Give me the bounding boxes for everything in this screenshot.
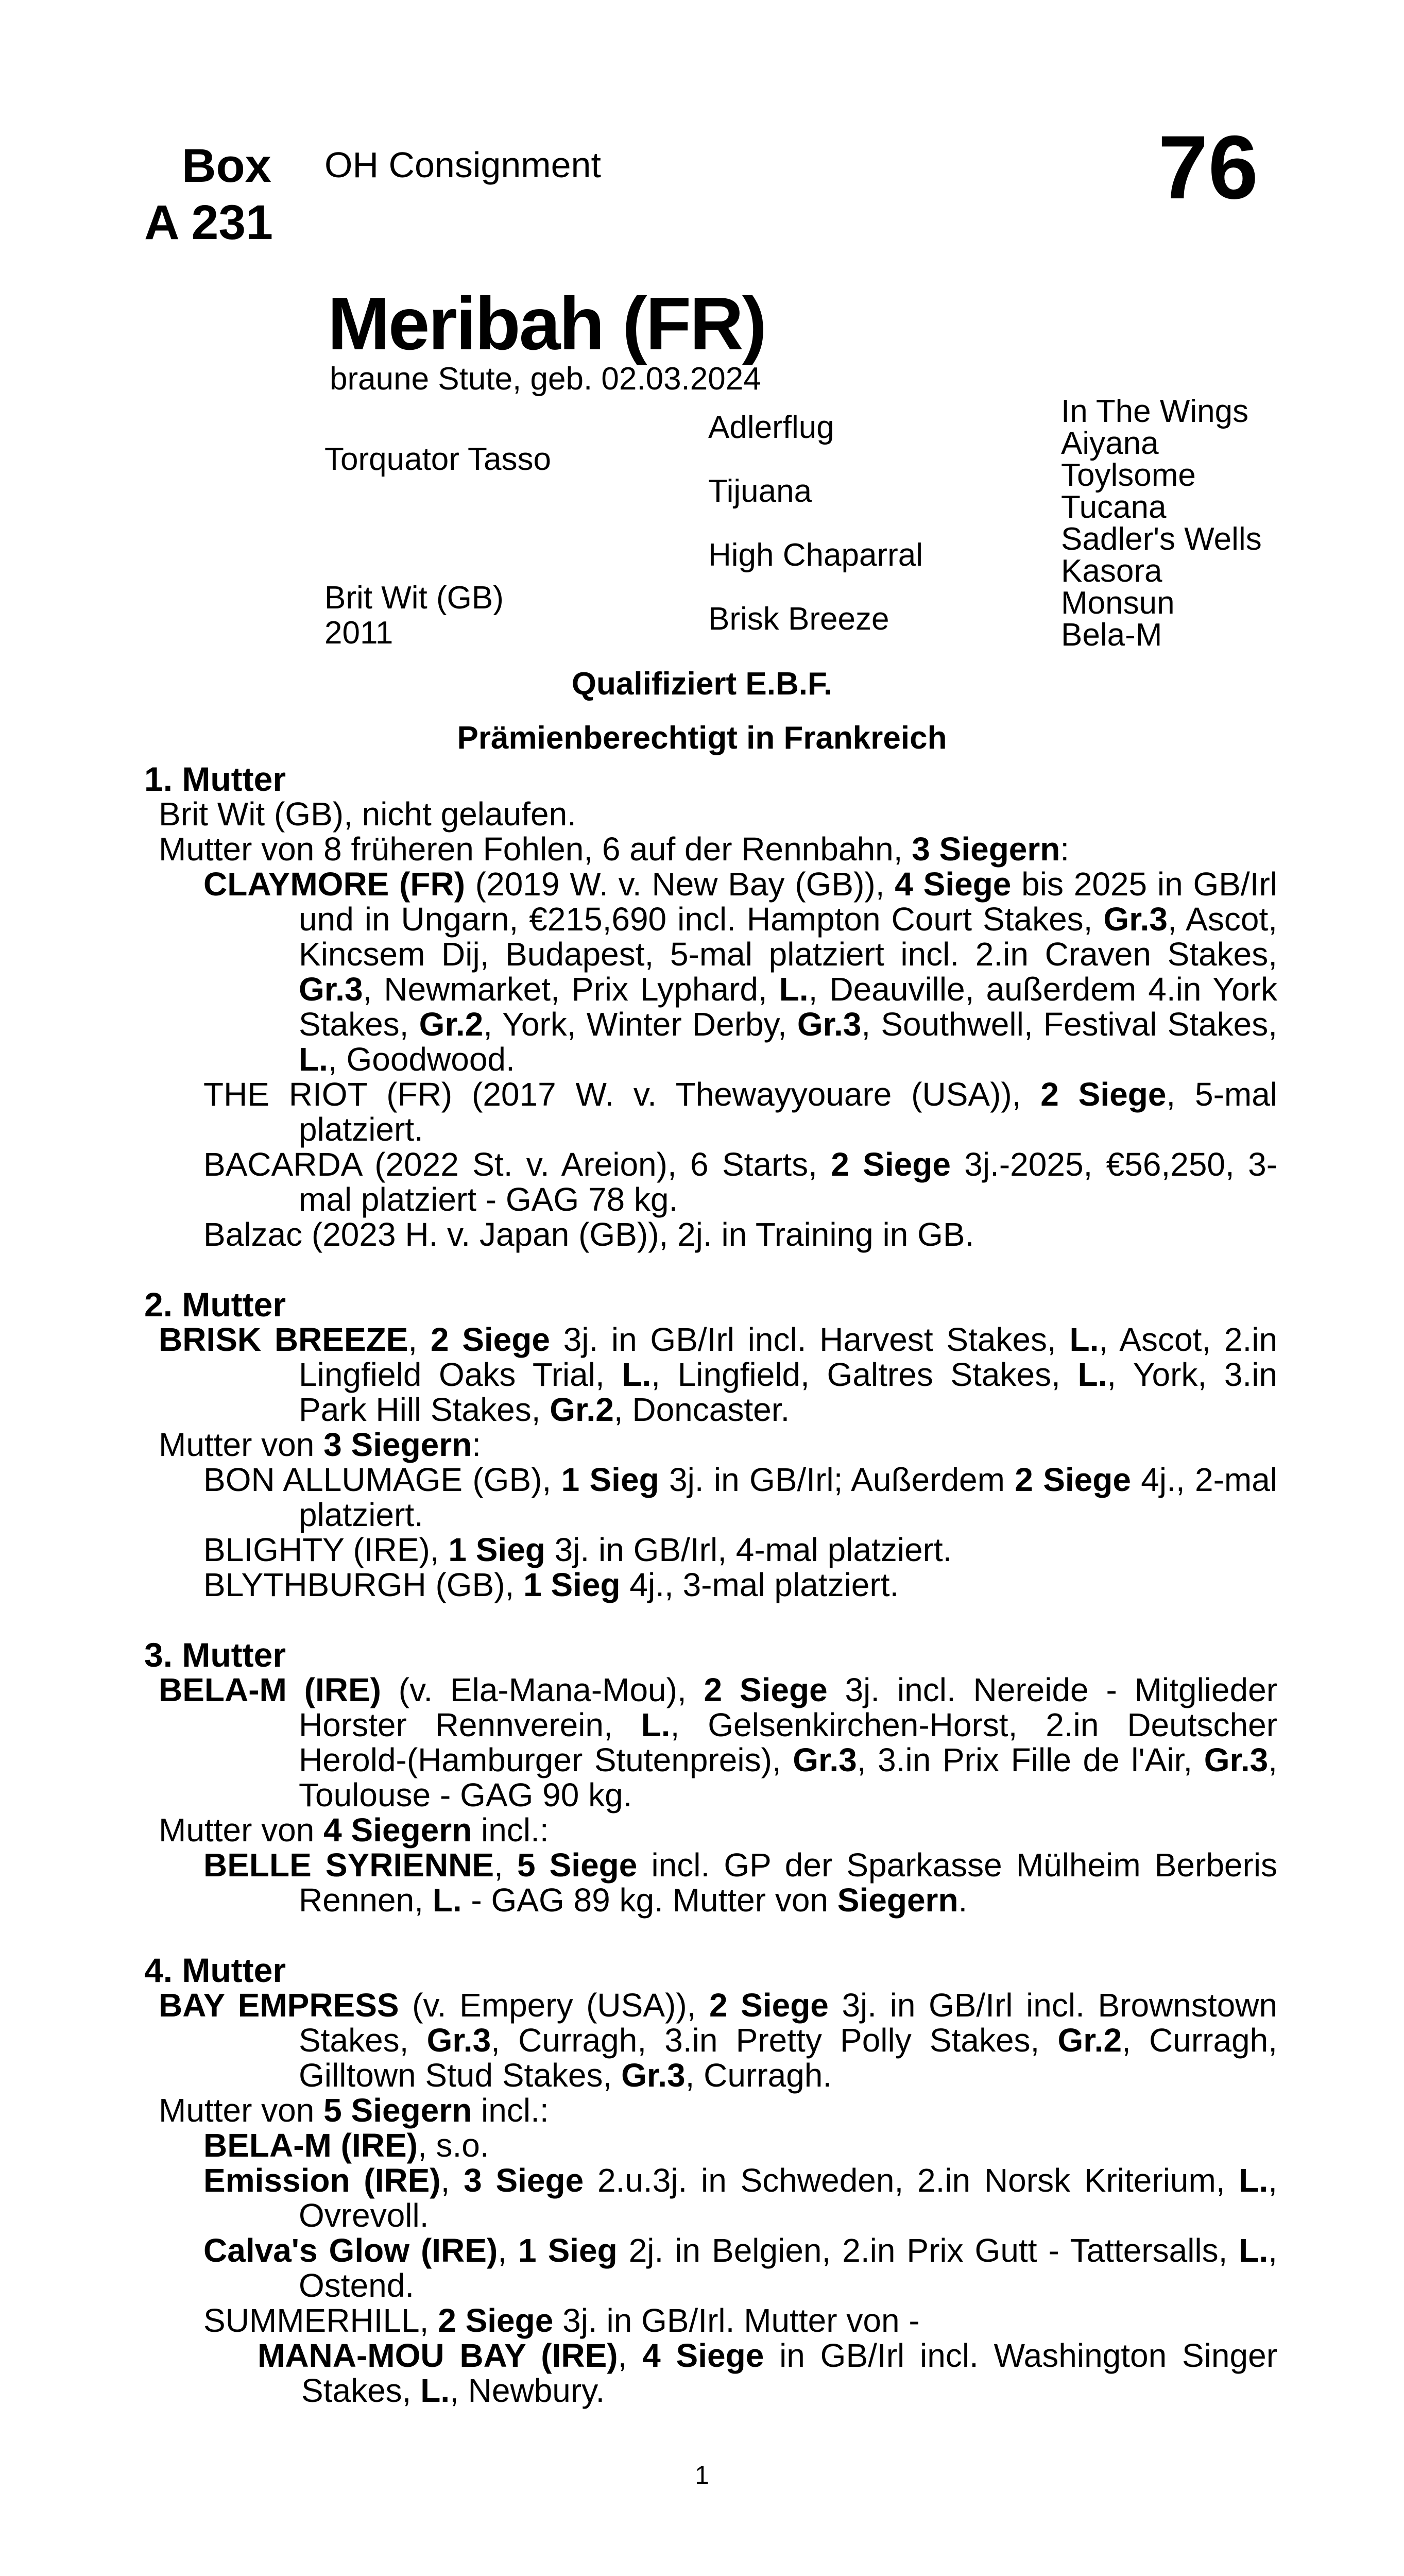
horse-description: braune Stute, geb. 02.03.2024 (330, 361, 761, 397)
bold-text: Gr.3 (426, 2022, 491, 2059)
pedigree-paragraph (144, 1532, 1277, 1567)
pedigree-gen3-3: Toylsome (1061, 457, 1196, 493)
bold-text: Gr.3 (793, 1741, 857, 1778)
plain-text: , Goodwood. (328, 1041, 515, 1078)
bold-text: BELLE SYRIENNE (203, 1846, 494, 1884)
bold-text: L. (622, 1356, 652, 1393)
plain-text: THE RIOT (FR) (2017 W. v. Thewayyouare (USA)), (203, 1076, 1041, 1113)
plain-text: , Newmarket, Prix Lyphard, (363, 971, 779, 1008)
plain-text: (2019 W. v. New Bay (GB)), (465, 866, 895, 903)
plain-text: : (1060, 831, 1070, 868)
plain-text: , York, Winter Derby, (483, 1006, 797, 1043)
pedigree-paragraph (144, 1988, 1277, 2093)
plain-text: , Ascot, 2.in Lingfield Oaks Trial, (299, 1321, 1278, 1393)
pedigree-sire: Torquator Tasso (324, 442, 551, 477)
pedigree-paragraph (144, 2093, 1277, 2128)
bold-text: BAY EMPRESS (159, 1987, 399, 2024)
bold-text: Calva's Glow (IRE) (203, 2232, 498, 2269)
bold-text: 3 Siege (464, 2162, 584, 2199)
plain-text: BLIGHTY (IRE), (203, 1531, 449, 1568)
plain-text: , Curragh, Gilltown Stud Stakes, (299, 2022, 1278, 2094)
bold-text: 1 Sieg (518, 2232, 618, 2269)
plain-text: BON ALLUMAGE (GB), (203, 1461, 561, 1498)
pedigree-gen3-4: Tucana (1061, 489, 1167, 525)
bold-text: L. (1239, 2162, 1269, 2199)
pedigree-paragraph (144, 1077, 1277, 1147)
bold-text: L. (420, 2372, 450, 2409)
plain-text: . (958, 1882, 968, 1919)
pedigree-dam: Brit Wit (GB) (324, 580, 504, 616)
plain-text: , Ostend. (299, 2232, 1278, 2304)
bold-text: 2 Siege (1015, 1461, 1131, 1498)
plain-text: in GB/Irl incl. Washington Singer Stakes, (301, 2337, 1278, 2409)
bold-text: L. (641, 1706, 671, 1743)
section-3 (144, 1637, 1277, 1918)
bold-text: Gr.2 (1057, 2022, 1122, 2059)
pedigree-paragraph (144, 1672, 1277, 1812)
bold-text: Gr.3 (1103, 901, 1168, 938)
plain-text: , Deauville, außerdem 4.in York Stakes, (299, 971, 1277, 1043)
pedigree-gen3-8: Bela-M (1061, 617, 1162, 653)
pedigree-sire-dam: Tijuana (708, 473, 812, 509)
pedigree-paragraph (144, 867, 1277, 1077)
plain-text: BACARDA (2022 St. v. Areion), 6 Starts, (203, 1146, 831, 1183)
pedigree-paragraph (144, 2128, 1277, 2163)
bold-text: BELA-M (IRE) (159, 1671, 381, 1708)
box-label: Box (182, 140, 271, 192)
plain-text: Mutter von (159, 2092, 324, 2129)
section-heading: 1. Mutter (144, 760, 286, 798)
bold-text: Gr.3 (621, 2057, 686, 2094)
plain-text: , (498, 2232, 519, 2269)
bold-text: 3 Siegern (912, 831, 1060, 868)
pedigree-paragraph (144, 2303, 1277, 2338)
plain-text: : (472, 1426, 482, 1463)
plain-text: incl. GP der Sparkasse Mülheim Berberis Rennen, (299, 1846, 1278, 1919)
section-heading: 2. Mutter (144, 1285, 286, 1324)
plain-text: , Curragh. (685, 2057, 832, 2094)
bold-text: 1 Sieg (561, 1461, 659, 1498)
plain-text: , Lingfield, Galtres Stakes, (651, 1356, 1078, 1393)
plain-text: incl.: (472, 2092, 549, 2129)
pedigree-paragraph (144, 1217, 1277, 1252)
qualification-premium: Prämienberechtigt in Frankreich (457, 720, 947, 756)
plain-text: 3j. in GB/Irl, 4-mal platziert. (545, 1531, 952, 1568)
bold-text: Gr.2 (419, 1006, 484, 1043)
pedigree-paragraph (144, 2233, 1277, 2303)
plain-text: 3j. in GB/Irl incl. Brownstown Stakes, (299, 1987, 1278, 2059)
bold-text: 2 Siege (1040, 1076, 1167, 1113)
plain-text: , Gelsenkirchen-Horst, 2.in Deutscher Herold-(Hamburger Stutenpreis), (299, 1706, 1278, 1778)
bold-text: Gr.2 (550, 1391, 614, 1428)
plain-text: , (494, 1846, 517, 1884)
bold-text: 4 Siegern (323, 1811, 472, 1849)
pedigree-dam-sire: High Chaparral (708, 537, 923, 573)
bold-text: Gr.3 (797, 1006, 862, 1043)
plain-text: Brit Wit (GB), nicht gelaufen. (159, 795, 576, 833)
plain-text: BLYTHBURGH (GB), (203, 1566, 524, 1603)
bold-text: 2 Siege (430, 1321, 550, 1358)
section-1 (144, 761, 1277, 1252)
plain-text: , Ascot, Kincsem Dij, Budapest, 5-mal platziert incl. 2.in Craven Stakes, (299, 901, 1277, 973)
bold-text: BRISK BREEZE (159, 1321, 408, 1358)
plain-text: (v. Empery (USA)), (399, 1987, 709, 2024)
plain-text: 3j. in GB/Irl; Außerdem (659, 1461, 1015, 1498)
plain-text: , (408, 1321, 431, 1358)
pedigree-sire-sire: Adlerflug (708, 410, 834, 445)
page-title-horse-name: Meribah (FR) (328, 282, 766, 365)
plain-text: , Southwell, Festival Stakes, (861, 1006, 1278, 1043)
bold-text: 2 Siege (704, 1671, 828, 1708)
bold-text: MANA-MOU BAY (IRE) (258, 2337, 618, 2374)
plain-text: bis 2025 in GB/Irl und in Ungarn, €215,690 incl. Hampton Court Stakes, (299, 866, 1278, 938)
plain-text: 2.u.3j. in Schweden, 2.in Norsk Kriterium, (584, 2162, 1239, 2199)
section-heading: 4. Mutter (144, 1951, 286, 1989)
bold-text: L. (1069, 1321, 1099, 1358)
pedigree-paragraph (144, 1812, 1277, 1848)
bold-text: 3 Siegern (323, 1426, 472, 1463)
plain-text: Mutter von 8 früheren Fohlen, 6 auf der Rennbahn, (159, 831, 912, 868)
plain-text: , Curragh, 3.in Pretty Polly Stakes, (491, 2022, 1058, 2059)
plain-text: , Newbury. (450, 2372, 605, 2409)
bold-text: Gr.3 (299, 971, 363, 1008)
plain-text: SUMMERHILL, (203, 2302, 438, 2339)
bold-text: 1 Sieg (448, 1531, 545, 1568)
bold-text: 2 Siege (709, 1987, 829, 2024)
pedigree-gen3-6: Kasora (1061, 553, 1162, 589)
plain-text: 4j., 3-mal platziert. (620, 1566, 899, 1603)
lot-number: 76 (1158, 117, 1258, 218)
pedigree-paragraph (144, 832, 1277, 867)
plain-text: , Ovrevoll. (299, 2162, 1278, 2234)
plain-text: , 5-mal platziert. (299, 1076, 1278, 1148)
bold-text: 2 Siege (438, 2302, 554, 2339)
bold-text: 4 Siege (895, 866, 1012, 903)
bold-text: 2 Siege (831, 1146, 951, 1183)
pedigree-paragraph (144, 1147, 1277, 1217)
catalog-body (144, 761, 1277, 2408)
bold-text: L. (779, 971, 809, 1008)
bold-text: L. (1077, 1356, 1107, 1393)
bold-text: 5 Siege (517, 1846, 638, 1884)
pedigree-paragraph (144, 1848, 1277, 1918)
section-2 (144, 1287, 1277, 1602)
pedigree-gen3-2: Aiyana (1061, 426, 1159, 461)
plain-text: , s.o. (417, 2127, 489, 2164)
bold-text: L. (299, 1041, 328, 1078)
plain-text: , Doncaster. (613, 1391, 790, 1428)
bold-text: 5 Siegern (323, 2092, 472, 2129)
section-4 (144, 1953, 1277, 2408)
plain-text: , York, 3.in Park Hill Stakes, (299, 1356, 1278, 1428)
plain-text: , (440, 2162, 464, 2199)
pedigree-paragraph (144, 2163, 1277, 2233)
bold-text: BELA-M (IRE) (203, 2127, 418, 2164)
plain-text: Mutter von (159, 1426, 324, 1463)
qualification-ebf: Qualifiziert E.B.F. (571, 666, 833, 702)
box-number: A 231 (144, 195, 273, 250)
pedigree-gen3-1: In The Wings (1061, 394, 1249, 429)
plain-text: incl.: (472, 1811, 549, 1849)
plain-text: , (618, 2337, 643, 2374)
bold-text: Gr.3 (1204, 1741, 1269, 1778)
pedigree-dam-year: 2011 (324, 615, 393, 651)
pedigree-paragraph (144, 1322, 1277, 1427)
bold-text: L. (432, 1882, 462, 1919)
pedigree-paragraph (144, 2338, 1277, 2408)
bold-text: 4 Siege (642, 2337, 764, 2374)
plain-text: 4j., 2-mal platziert. (299, 1461, 1278, 1533)
bold-text: Siegern (837, 1882, 958, 1919)
pedigree-paragraph (144, 1462, 1277, 1532)
plain-text: , 3.in Prix Fille de l'Air, (857, 1741, 1204, 1778)
plain-text: - GAG 89 kg. Mutter von (461, 1882, 837, 1919)
pedigree-paragraph (144, 796, 1277, 832)
pedigree-gen3-5: Sadler's Wells (1061, 521, 1262, 557)
pedigree-gen3-7: Monsun (1061, 585, 1175, 621)
plain-text: 3j. in GB/Irl incl. Harvest Stakes, (550, 1321, 1070, 1358)
plain-text: 3j.-2025, €56,250, 3-mal platziert - GAG 78 kg. (299, 1146, 1278, 1218)
page-number: 1 (695, 2461, 709, 2489)
bold-text: CLAYMORE (FR) (203, 866, 466, 903)
plain-text: Mutter von (159, 1811, 324, 1849)
pedigree-dam-dam: Brisk Breeze (708, 601, 889, 637)
bold-text: Emission (IRE) (203, 2162, 441, 2199)
plain-text: , Toulouse - GAG 90 kg. (299, 1741, 1278, 1814)
section-heading: 3. Mutter (144, 1636, 286, 1674)
plain-text: 3j. incl. Nereide - Mitglieder Horster Rennverein, (299, 1671, 1278, 1743)
pedigree-paragraph (144, 1427, 1277, 1462)
bold-text: 1 Sieg (523, 1566, 621, 1603)
pedigree-paragraph (144, 1567, 1277, 1602)
consignor-name: OH Consignment (324, 145, 601, 185)
plain-text: Balzac (2023 H. v. Japan (GB)), 2j. in Training in GB. (203, 1216, 974, 1253)
plain-text: 3j. in GB/Irl. Mutter von - (553, 2302, 920, 2339)
bold-text: L. (1239, 2232, 1269, 2269)
plain-text: (v. Ela-Mana-Mou), (381, 1671, 704, 1708)
plain-text: 2j. in Belgien, 2.in Prix Gutt - Tattersalls, (617, 2232, 1239, 2269)
